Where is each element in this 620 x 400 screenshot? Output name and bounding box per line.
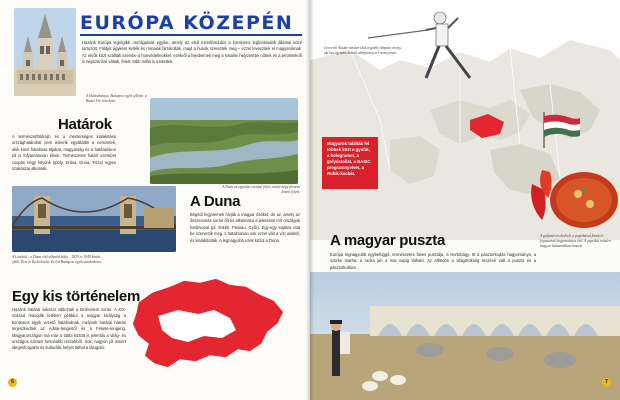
page-title: EURÓPA KÖZEPÉN: [80, 12, 294, 34]
page-number-left: 6: [8, 378, 17, 387]
tortenelem-heading: Egy kis történelem: [12, 288, 140, 305]
river-caption: A Duna az egyetlen európai folyó, amely négy főváros között folyik.: [222, 185, 300, 194]
paprika-photo: [526, 160, 620, 236]
intro-text: Hazánk Európa legrégibb országainak egyike, amely az első ezredfordulón a kontinens legfontosabb államai közé tartozott. Földjét ágyként kelték és rómaiak birtokolták, majd a hunok szerezték meg – ezzel leveszitek el magyaroknak. Az elsők közt szállták szembe a honvédelmükkel, ezekről a fejedelmek meg a hatalmi helyzetébe nőttek és a területekről is népszerűvé váltak, felett, több millió is születtek.: [82, 40, 302, 65]
hatarok-heading: Határok: [58, 116, 112, 133]
title-underline: [80, 34, 302, 36]
hatarok-text: A természetföldrajzi és a mesterséges kialakítású országhatárokat nem ismerik egyáltalán a nemzetek, akik közé hatalmas tájakat, magyarság és a határainkon túl is folyamatosan élnek. Természetes határt szerepet csupán négy folyónk (Ipoly, Dráva, Duna, Tisza) egyes szakaszai alkotnak.: [12, 134, 116, 172]
puszta-heading: A magyar puszta: [330, 232, 445, 249]
bridge-photo: [12, 186, 176, 252]
goulash-illustration: [526, 160, 620, 236]
castle-photo: [14, 8, 76, 96]
flag-illustration: [542, 112, 582, 148]
river-photo: [150, 98, 298, 184]
puszta-text: Európa legnagyobb egybefüggő, természetes füves pusztája, a Hortobágy. Itt a pásztorkodás hagyománya, a szürke marha, a racka juh a mai napig látható. Az Alföldön a világörökség részévé vált a puszta és a pásztorkultúra.: [330, 252, 536, 270]
river-illustration: [150, 98, 298, 184]
right-page: [310, 0, 620, 400]
bridge-caption: A Lánchíd – a Duna első állandó hídja – 1839 és 1849 között épült, Pest és Buda között. Ez lett Budapest egyik szimbóluma.: [12, 255, 102, 264]
hungary-map-shape: [118, 272, 294, 376]
castle-caption: A Halászbástya, Budapest egyik jelképe, a Budai Vár részeként.: [86, 94, 147, 103]
paprika-caption: A gulyásleves kedvelt, a paprikával főzött és fogyasztott hagyományos étel. A paprikát minden magyar háztartásban ismerik.: [540, 234, 611, 248]
page-number-right: 7: [602, 378, 611, 387]
duna-heading: A Duna: [190, 193, 241, 210]
historical-map: [118, 272, 294, 376]
bridge-illustration: [12, 186, 176, 252]
book-spine: [306, 0, 314, 400]
puszta-illustration: [310, 272, 620, 400]
puszta-scene: [310, 272, 620, 400]
hungarian-flag: [542, 112, 582, 148]
inventions-callout: Magyarok találták fel többek közt a gyufát, a hologramot, a golyóstollat, a BASIC programnyelvet, a Rubik-kockát.: [322, 137, 378, 189]
tortenelem-text: Hazánk határai sokszor változtak a történelem során. A XIX. század második felében például a magyar királyság a kontinens egyik vezető hatalmának, melynek határai hátrán terjeszkedtek az Adriai-tengertől és a Fekete-tengerig. Magyarországon ma már a többi között is jelentős a világ- és országos szinten fontosabb részekből. Sok, nagyon jól ismert idegenforgalmi és kulturális helyet láthat a látogató.: [12, 307, 126, 351]
castle-illustration: [14, 8, 76, 96]
fencer-caption: Gerevich Aladár minden idők legjobb olimpiai vívója, aki hat egymást követő olimpián nyert aranyérmet.: [324, 46, 402, 55]
duna-text: Bégédi fegyvernek hívják a magyar ősöket, de az, amely az ősszevonás során őlt és alkalmasa a jelentésé mít országok határvonal (pl. Ilokék, Passau, Győr). Egy-egy sajátos utat be szervezik meg, s hatalmasan sok ezzel vált a vízi utaktól, és kialakították. A legnagyobb ezek közül a Duna.: [190, 212, 300, 243]
